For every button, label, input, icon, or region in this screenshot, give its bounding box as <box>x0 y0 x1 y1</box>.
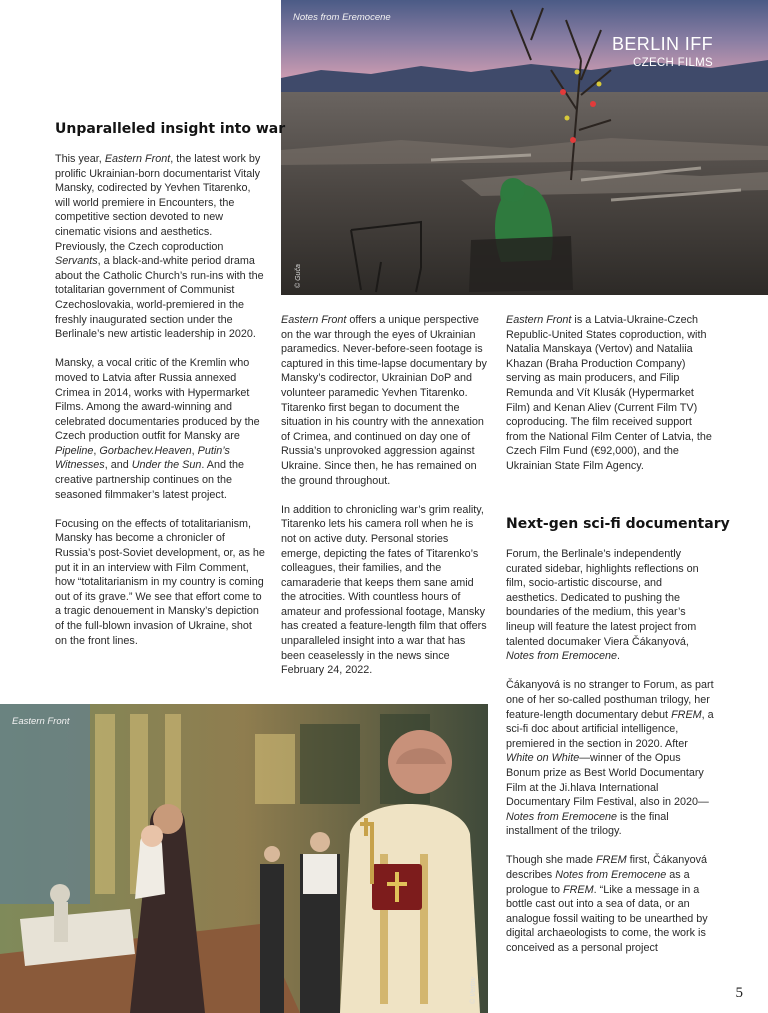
article-column-1 <box>55 152 265 663</box>
section-tag-subtitle: CZECH FILMS <box>633 57 713 69</box>
col3-paragraph-3: Čákanyová is no stranger to Forum, as part one of her so-called posthuman trilogy, her feature-length documentary debut FREM, a sci-fi doc about artificial intelligence, premiered in the section in 2020. After White on White—winner of the Opus Bonum prize as Best World Documentary Film at the Ji.hlava International Documentary Film Festival, also in 2020—Notes from Eremocene is the final installment of the trilogy. <box>506 679 714 838</box>
col1-paragraph-3: Focusing on the effects of totalitarianism, Mansky has become a chronicler of Russia’s post-Soviet development, or, as he put it in an interview with Film Comment, how “totalitarianism in my country is coming out of its grave.” We see that effort come to a tragic denouement in Mansky’s depiction of the full-blown invasion of Ukraine, shot on the front lines. <box>55 517 265 647</box>
top-photo-caption: Notes from Eremocene <box>293 12 391 23</box>
col2-paragraph-2: In addition to chronicling war’s grim reality, Titarenko lets his camera roll when he is not on active duty. Personal stories emerge, depicting the fates of Titarenko’s colleagues, their families, and the camaraderie that keeps them sane amid the atrocities. With countless hours of amateur and professional footage, Mansky has created a feature-length film that offers unparalleled insight into a war that has been ceaselessly in the news since February 24, 2022. <box>281 503 487 677</box>
article-column-3-continued <box>506 547 716 970</box>
bottom-photo-credit: © Vertov <box>470 976 477 1004</box>
col1-paragraph-2: Mansky, a vocal critic of the Kremlin who moved to Latvia after Russia annexed Crimea in 2014, works with Hypermarket Films. Among the award-winning and celebrated documentaries produced by the Czech production outfit for Mansky are Pipeline, Gorbachev.Heaven, Putin’s Witnesses, and Under the Sun. And the creative partnership continues on the seasoned filmmaker’s latest project. <box>55 357 260 501</box>
church-scene-illustration <box>0 704 488 1013</box>
bottom-photo <box>0 704 488 1013</box>
col1-paragraph-1: This year, Eastern Front, the latest work by prolific Ukrainian-born documentarist Vitaly Mansky, codirected by Yevhen Titarenko, will world premiere in Encounters, the competitive section devoted to new cinematic visions and aesthetics. Previously, the Czech coproduction Servants, a black-and-white period drama about the Catholic Church’s run-ins with the totalitarian government of Communist Czechoslovakia, world-premiered in the freshly inaugurated section under the Berlinale’s new artistic leadership in 2020. <box>55 153 264 341</box>
section-tag <box>612 34 713 69</box>
page-number: 5 <box>735 985 743 1001</box>
top-photo <box>281 0 768 295</box>
col3-paragraph-4: Though she made FREM first, Čákanyová describes Notes from Eremocene as a prologue to FREM. “Like a message in a bottle cast out into a sea of data, or an analogue fossil waiting to be unearthed by digital archaeologists to come, the work is conceived as a personal project <box>506 854 708 955</box>
bottom-photo-caption: Eastern Front <box>12 716 70 727</box>
section-tag-title: BERLIN IFF <box>611 34 713 54</box>
col2-paragraph-1: Eastern Front offers a unique perspective on the war through the eyes of Ukrainian paramedics. Never-before-seen footage is captured in this time-lapse documentary by Mansky’s codirector, Ukrainian DoP and volunteer paramedic Yevhen Titarenko. Titarenko first began to document the situation in his country with the annexation of Crimea, and continued on day one of Russia’s unprovoked aggression against Ukraine. Since then, he has remained on the ground throughout. <box>281 314 487 487</box>
heading-next-gen-scifi: Next-gen sci-fi documentary <box>506 516 730 532</box>
col3-paragraph-2: Forum, the Berlinale’s independently curated sidebar, highlights reflections on film, socio-artistic discourse, and aesthetics. Dedicated to pushing the boundaries of the medium, this year’s lineup will feature the latest project from talented documaker Viera Čákanyová, Notes from Eremocene. <box>506 548 699 663</box>
col3-paragraph-1: Eastern Front is a Latvia-Ukraine-Czech Republic-United States coproduction, with Natalia Manskaya (Vertov) and Nataliia Khazan (Braha Production Company) serving as main producers, and Filip Remunda and Vít Klusák (Hypermarket Film) and Kenan Aliev (Current Film TV) coproducing. The film received support from the National Film Center of Latvia, the Czech Film Fund (€92,000), and the Ukrainian State Film Agency. <box>506 314 712 472</box>
article-column-2 <box>281 313 490 692</box>
article-column-3 <box>506 313 716 488</box>
top-photo-credit: © Guča <box>295 264 302 288</box>
heading-unparalleled-insight: Unparalleled insight into war <box>55 121 286 137</box>
